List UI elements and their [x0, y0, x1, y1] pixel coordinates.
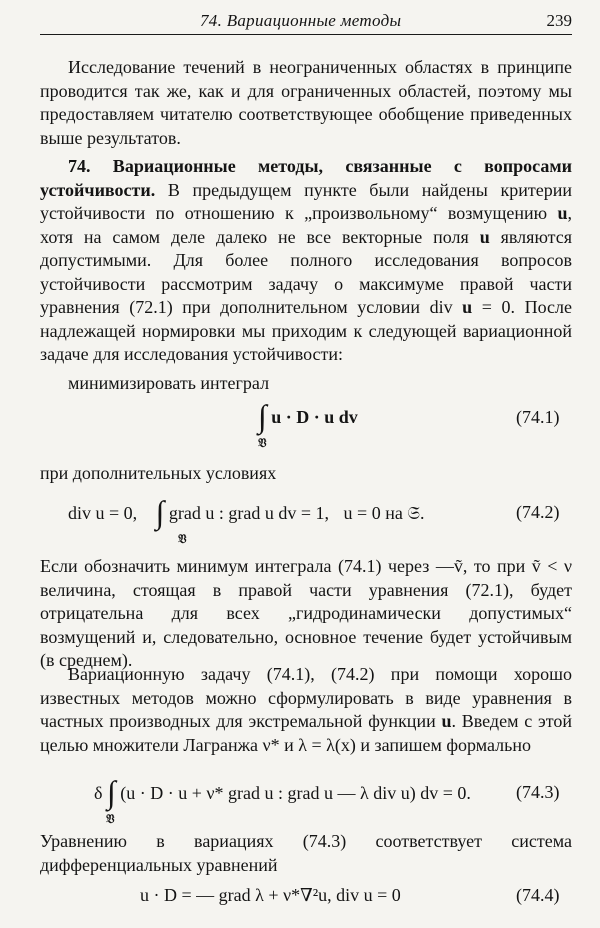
- section-title: 74. Вариационные методы, связанные с вопросами устойчивости.: [40, 156, 572, 200]
- integral-sign: ∫: [258, 398, 267, 434]
- equation-number-74-2: (74.2): [516, 502, 560, 522]
- integral-sign: ∫: [106, 774, 116, 810]
- running-title: 74. Вариационные методы: [200, 11, 402, 30]
- paragraph-lagrange: [40, 663, 572, 757]
- paragraph-section-74: [40, 155, 572, 367]
- lagrange-text-b: . Введем с этой целью множители Лагранжа ν* и λ = λ(x) и запишем формально: [40, 711, 572, 755]
- equation-74-2: [68, 494, 425, 530]
- conditions-label: при дополнительных условиях: [40, 463, 277, 483]
- section-text-a: В предыдущем пункте были найдены критерии устойчивости по отношению к „произвольному“ возмущению: [40, 179, 572, 223]
- equation-74-4: u · D = — grad λ + ν*∇²u, div u = 0: [140, 885, 401, 905]
- vector-u-4: u: [441, 711, 452, 731]
- vector-u-2: u: [479, 226, 490, 247]
- equation-74-1: [258, 398, 358, 434]
- vector-u-1: u: [557, 203, 568, 223]
- paragraph-stability-criterion: Если обозначить минимум интеграла (74.1) через —ṽ, то при ṽ < ν величина, стоящая в правой части уравнения (72.1), будет отрицательна для всех „гидродинамически допустимых“ возмущений и, следовательно, основное течение будет устойчивым (в среднем).: [40, 556, 572, 670]
- equation-74-2-body: grad u : grad u dv = 1,: [168, 503, 330, 523]
- paragraph-variations: Уравнению в вариациях (74.3) соответствует система дифференциальных уравнений: [40, 831, 572, 875]
- equation-74-1-body: u · D · u dv: [271, 407, 358, 427]
- integration-region-74-3: 𝔙: [106, 812, 115, 826]
- integration-region-74-2: 𝔙: [178, 532, 187, 546]
- paragraph-unbounded-flows: Исследование течений в неограниченных областях в принципе проводится так же, как и для ограниченных областей, поэтому мы предоставляем читателю соответствующее обобщение приведенных выше результатов.: [40, 57, 572, 148]
- lagrange-text-a: Вариационную задачу (74.1), (74.2) при помощи хорошо известных методов можно сформулировать в виде уравнения в частных производных для экстремальной функции: [40, 664, 572, 731]
- section-text-d: = 0. После надлежащей нормировки мы приходим к следующей вариационной задаче для исследования устойчивости:: [40, 297, 572, 364]
- page-number: 239: [546, 11, 572, 30]
- integral-sign: ∫: [155, 494, 165, 530]
- section-text-b: , хотя на самом деле далеко не все векторные поля: [40, 203, 572, 247]
- equation-74-2-right: u = 0 на 𝔖.: [343, 503, 425, 523]
- equation-number-74-4: (74.4): [516, 885, 560, 905]
- equation-74-3-prefix: δ: [94, 783, 103, 803]
- equation-74-2-left: div u = 0,: [68, 503, 138, 523]
- equation-number-74-1: (74.1): [516, 407, 560, 427]
- vector-u-3: u: [462, 297, 473, 317]
- equation-number-74-3: (74.3): [516, 782, 560, 802]
- integration-region-74-1: 𝔙: [258, 436, 267, 450]
- equation-74-3-body: (u · D · u + ν* grad u : grad u — λ div u) dv = 0.: [120, 783, 471, 803]
- page-header: [40, 10, 572, 35]
- minimize-label: минимизировать интеграл: [68, 373, 270, 393]
- section-text-c: являются допустимыми. Для более полного исследования вопросов устойчивости рассмотрим задачу о максимуме правой части уравнения (72.1) при дополнительном условии div: [40, 226, 573, 317]
- equation-74-3: [94, 774, 471, 810]
